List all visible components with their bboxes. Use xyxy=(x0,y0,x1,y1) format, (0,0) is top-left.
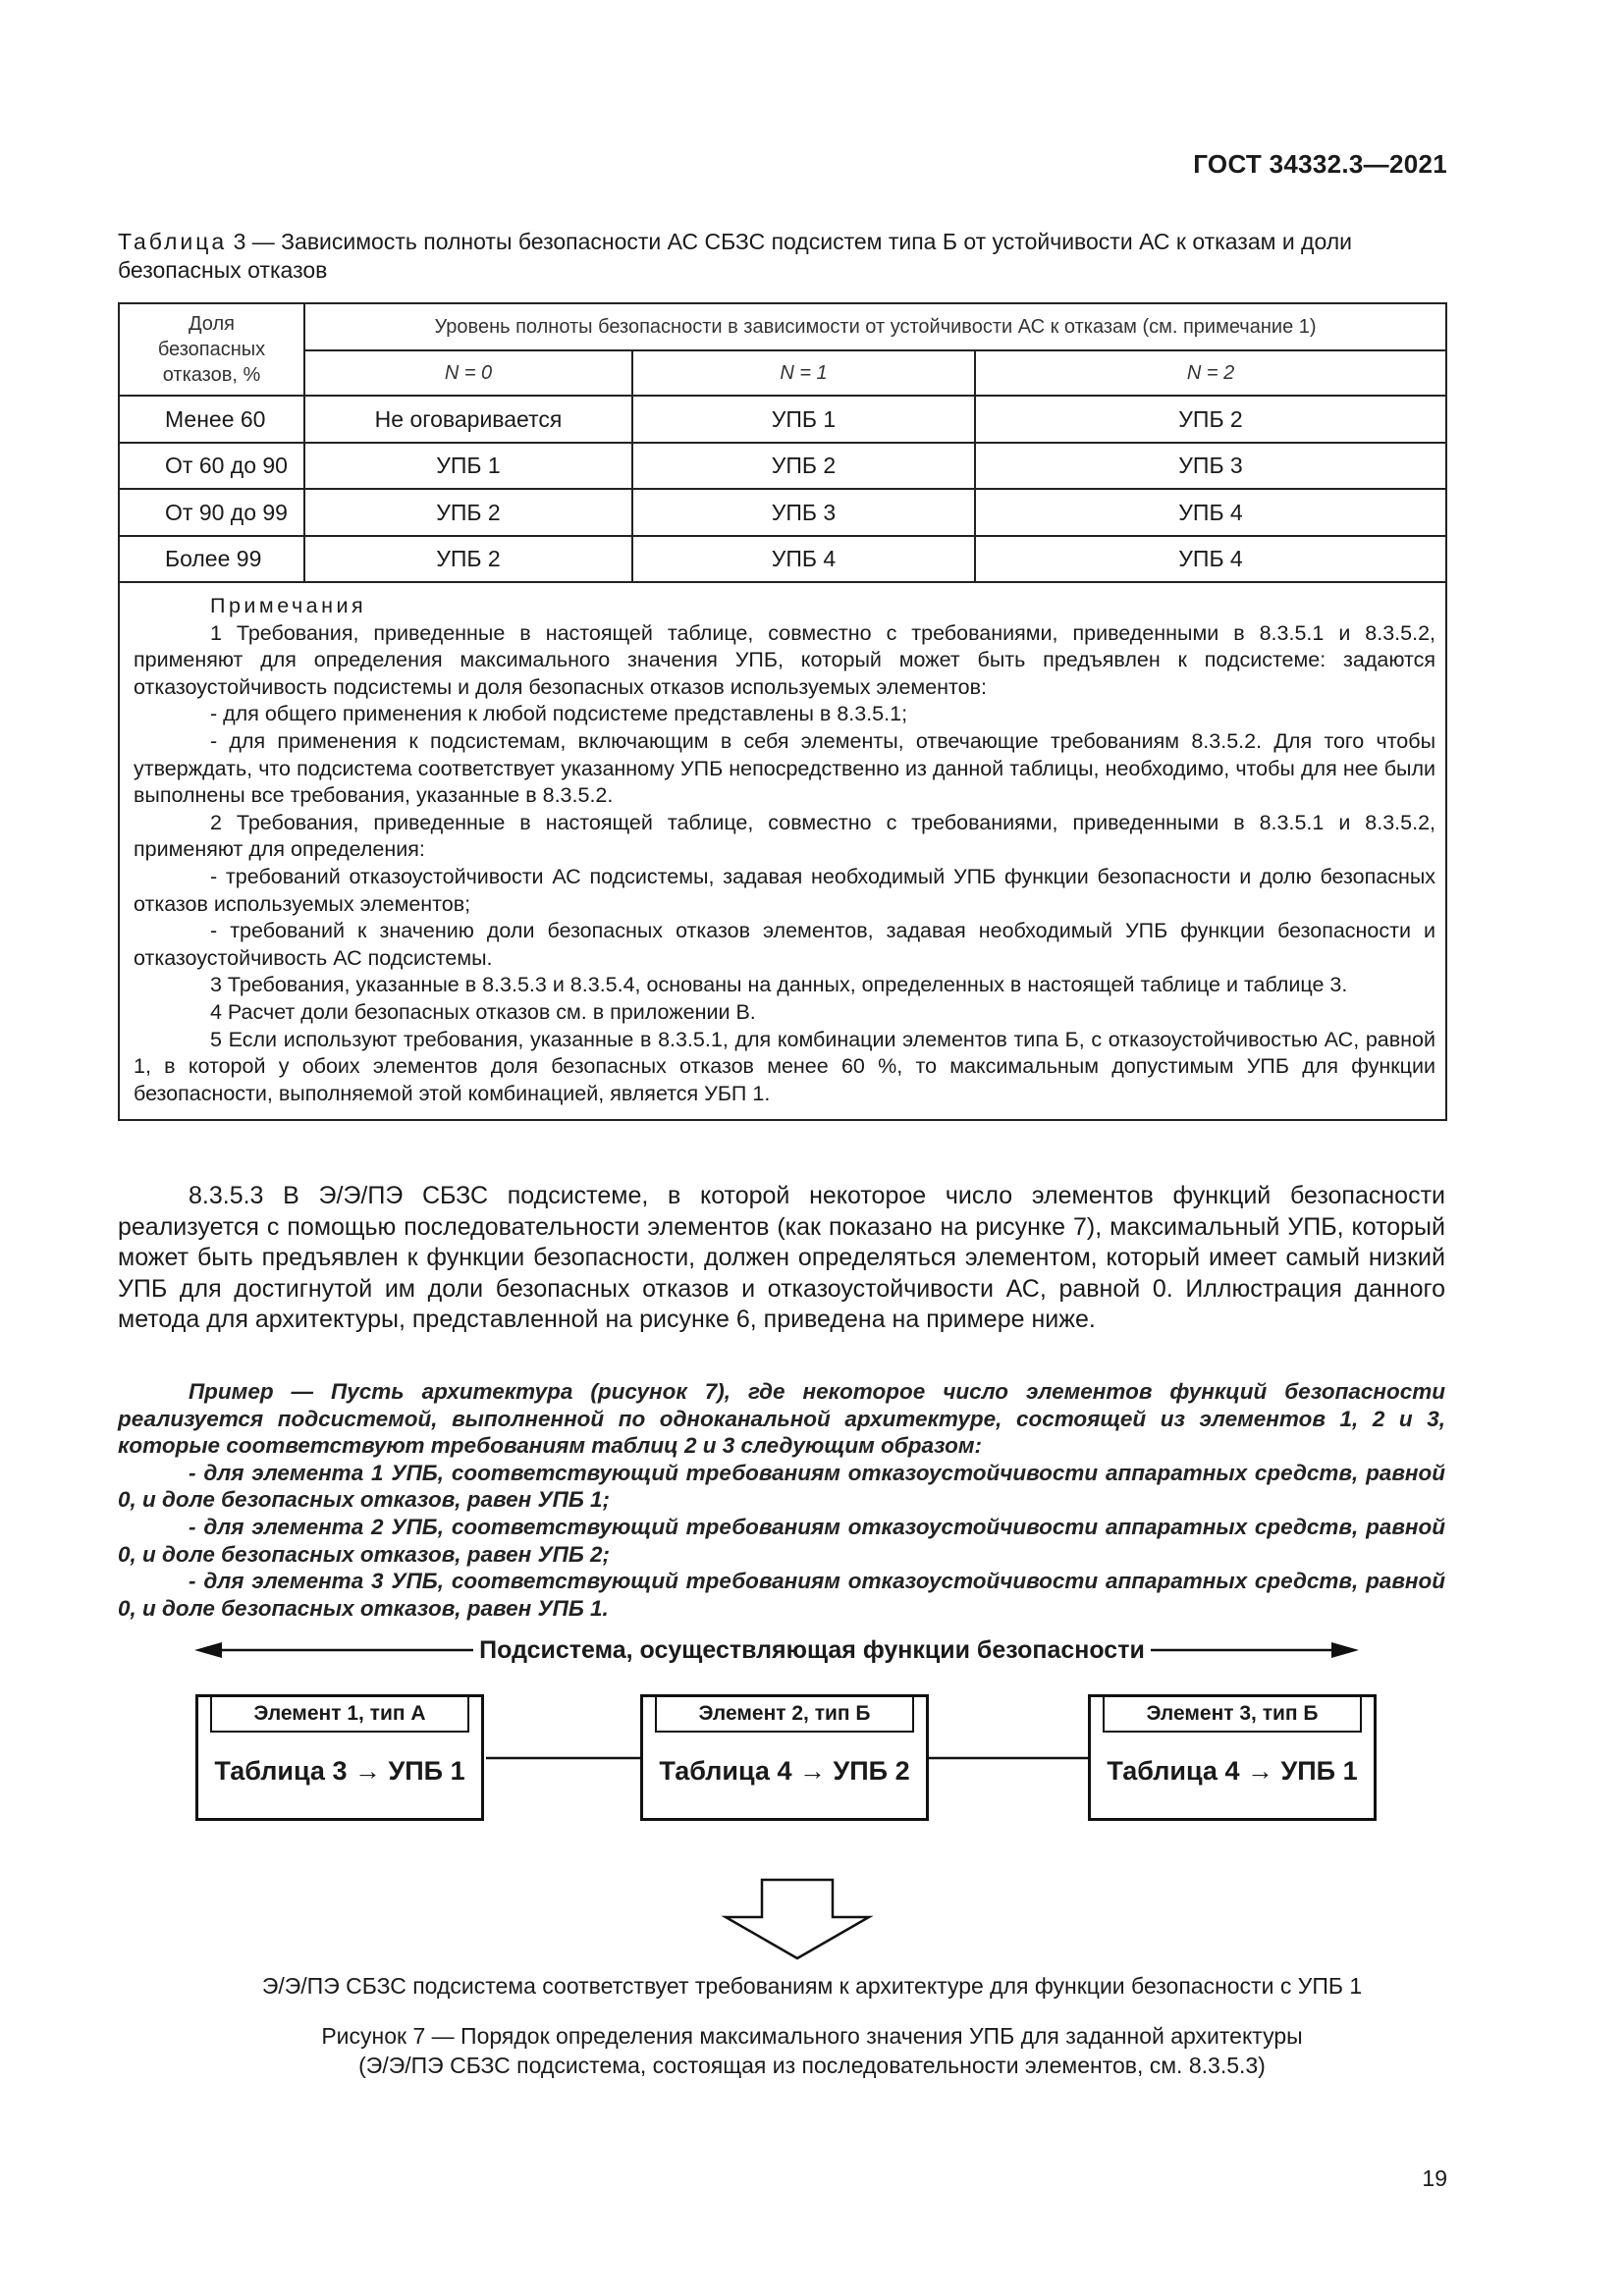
table-cell: УПБ 3 xyxy=(975,443,1446,489)
example-line: - для элемента 3 УПБ, соответствующий требованиям отказоустойчивости аппаратных средств, равной 0, и доле безопасных отказов, равен УПБ 1. xyxy=(118,1569,1445,1621)
note-item: 1 Требования, приведенные в настоящей таблице, совместно с требованиями, приведенными в 8.3.5.1 и 8.3.5.2, применяют для определения максимального значения УПБ, который может быть предъявлен к подсистеме: задаются отказоустойчивость подсистемы и доля безопасных отказов используемых элементов: xyxy=(134,620,1436,699)
row-label: Менее 60 xyxy=(119,396,304,443)
subsystem-label-text: Подсистема, осуществляющая функции безопасности xyxy=(473,1636,1151,1664)
page-number: 19 xyxy=(1422,2165,1447,2191)
element-value: Таблица 3 → УПБ 1 xyxy=(214,1756,465,1786)
table-header-n0: N = 0 xyxy=(304,350,632,396)
element-title: Элемент 3, тип Б xyxy=(1103,1697,1362,1733)
row-label: От 60 до 90 xyxy=(119,443,304,489)
note-item: - требований отказоустойчивости АС подсистемы, задавая необходимый УПБ функции безопасности и долю безопасных отказов используемых элементов; xyxy=(134,864,1436,916)
table-cell: УПБ 4 xyxy=(975,536,1446,582)
example-line: - для элемента 1 УПБ, соответствующий требованиям отказоустойчивости аппаратных средств, равной 0, и доле безопасных отказов, равен УПБ 1; xyxy=(118,1460,1445,1513)
table-cell: Не оговаривается xyxy=(304,396,632,443)
element-title: Элемент 1, тип А xyxy=(210,1697,469,1733)
diagram-result: Э/Э/ПЭ СБЗС подсистема соответствует требованиям к архитектуре для функции безопасности с УПБ 1 xyxy=(261,1973,1363,1999)
table-header-n1: N = 1 xyxy=(632,350,975,396)
figure-caption-line: (Э/Э/ПЭ СБЗС подсистема, состоящая из последовательности элементов, см. 8.3.5.3) xyxy=(358,2053,1266,2078)
element-block-2 xyxy=(640,1694,929,1821)
note-item: 4 Расчет доли безопасных отказов см. в приложении В. xyxy=(210,999,756,1024)
row-label: Более 99 xyxy=(119,536,304,582)
figure-caption xyxy=(0,2021,1624,2080)
example-line: Пример — Пусть архитектура (рисунок 7), где некоторое число элементов функций безопасности реализуется подсистемой, выполненной по одноканальной архитектуре, состоящей из элементов 1, 2 и 3, которые соответствуют требованиям таблиц 2 и 3 следующим образом: xyxy=(118,1379,1445,1459)
table-header-sil-group: Уровень полноты безопасности в зависимости от устойчивости АС к отказам (см. примечание 1) xyxy=(304,303,1446,350)
element-block-1 xyxy=(195,1694,484,1821)
figure-caption-line: Рисунок 7 — Порядок определения максимального значения УПБ для заданной архитектуры xyxy=(321,2023,1303,2049)
table-caption-prefix: Таблица xyxy=(118,229,228,254)
table-cell: УПБ 2 xyxy=(975,396,1446,443)
notes-title: Примечания xyxy=(210,594,367,617)
down-arrow-icon xyxy=(726,1880,869,1958)
example-line: - для элемента 2 УПБ, соответствующий требованиям отказоустойчивости аппаратных средств, равной 0, и доле безопасных отказов, равен УПБ 2; xyxy=(118,1514,1445,1567)
paragraph-text: 8.3.5.3 В Э/Э/ПЭ СБЗС подсистеме, в которой некоторое число элементов функций безопасности реализуется с помощью последовательности элементов (как показано на рисунке 7), максимальный УПБ, который может быть предъявлен к функции безопасности, должен определяться элементом, который имеет самый низкий УПБ для достигнутой им доли безопасных отказов и отказоустойчивости АС, равной 0. Иллюстрация данного метода для архитектуры, представленной на рисунке 6, приведена на примере ниже. xyxy=(118,1182,1445,1333)
note-item: - для общего применения к любой подсистеме представлены в 8.3.5.1; xyxy=(210,702,908,726)
table-cell: УПБ 2 xyxy=(304,536,632,582)
table-cell: УПБ 4 xyxy=(632,536,975,582)
table-cell: УПБ 1 xyxy=(632,396,975,443)
note-item: 2 Требования, приведенные в настоящей таблице, совместно с требованиями, приведенными в 8.3.5.1 и 8.3.5.2, применяют для определения: xyxy=(134,810,1436,862)
subsystem-label xyxy=(0,1636,1624,1665)
element-title: Элемент 2, тип Б xyxy=(655,1697,914,1733)
element-value: Таблица 4 → УПБ 1 xyxy=(1107,1756,1358,1786)
note-item: - требований к значению доли безопасных отказов элементов, задавая необходимый УПБ функции безопасности и отказоустойчивость АС подсистемы. xyxy=(134,919,1436,970)
element-block-3 xyxy=(1088,1694,1377,1821)
table-cell: УПБ 1 xyxy=(304,443,632,489)
note-item: - для применения к подсистемам, включающим в себя элементы, отвечающие требованиям 8.3.5.2. Для того чтобы утверждать, что подсистема соответствует указанному УПБ непосредственно из данной таблицы, необходимо, чтобы для нее были выполнены все требования, указанные в 8.3.5.2. xyxy=(134,728,1436,808)
standard-number: ГОСТ 34332.3—2021 xyxy=(1193,149,1447,179)
note-item: 3 Требования, указанные в 8.3.5.3 и 8.3.5.4, основаны на данных, определенных в настоящей таблице и таблице 3. xyxy=(210,973,1348,997)
table-cell: УПБ 4 xyxy=(975,489,1446,536)
table-header-safe-fraction: Доля безопасных отказов, % xyxy=(119,303,304,396)
note-item: 5 Если используют требования, указанные в 8.3.5.1, для комбинации элементов типа Б, с отказоустойчивостью АС, равной 1, в которой у обоих элементов доля безопасных отказов менее 60 %, то максимальным допустимым УПБ для функции безопасности, выполняемой этой комбинацией, является УБП 1. xyxy=(134,1027,1436,1105)
table-cell: УПБ 2 xyxy=(632,443,975,489)
row-label: От 90 до 99 xyxy=(119,489,304,536)
table-caption-text: 3 — Зависимость полноты безопасности АС СБЗС подсистем типа Б от устойчивости АС к отказам и доли безопасных отказов xyxy=(118,229,1353,283)
table-header-n2: N = 2 xyxy=(975,350,1446,396)
table-cell: УПБ 2 xyxy=(304,489,632,536)
table-cell: УПБ 3 xyxy=(632,489,975,536)
element-value: Таблица 4 → УПБ 2 xyxy=(659,1756,910,1786)
